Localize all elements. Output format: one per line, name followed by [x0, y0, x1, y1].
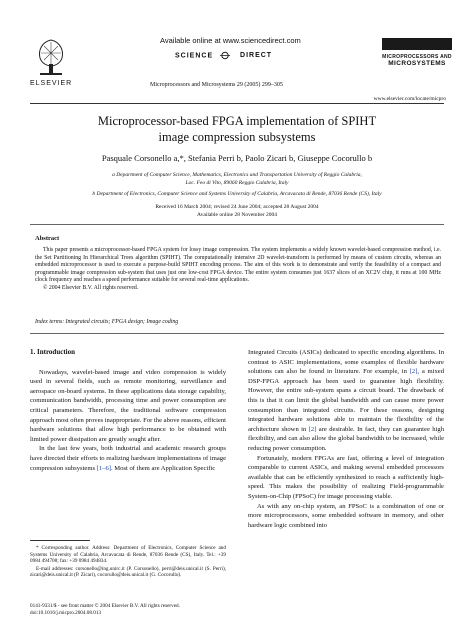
sd-direct-word: DIRECT: [240, 52, 273, 60]
journal-url-link[interactable]: www.elsevier.com/locate/micpro: [373, 96, 446, 102]
footnote-rule: [30, 540, 90, 541]
abstract-body: [35, 247, 441, 292]
abstract-text: This paper presents a microprocessor-based FPGA system for lossy image compression. The system implements a widely known wavelet-based compression method, i.e. the Set Partitioning In Hierarchical Trees algorithm (SPIHT). The computationally intensive 2D wavelet-transform is performed by means of custom circuits, whereas an embedded microprocessor is used to execute a purpose-build SPIHT encoding process. The aim of this work is to demonstrate and verify the feasibility of a compact and programmable image compression sub-system that uses just one low-cost FPGA device. The entire system consumes just 1637 slices of an XC2V chip, it runs at 100 MHz clock frequency and reaches a speed performance suitable for several real-time applications.: [35, 247, 441, 283]
intro-paragraph-1: Nowadays, wavelet-based image and video compression is widely used in several fields, such as remote monitoring, surveillance and aerospace on-board systems. In these applications data storage capability, communication bandwidth, processing time and power consumption are critical parameters. Therefore, the traditional software compression approach most often proves inappropriate. For the above reasons, efficient hardware solutions that allow high performance to be obtained with limited power dissipation are greatly sought after.: [30, 368, 226, 443]
right-column: [248, 348, 444, 530]
corresponding-author-note: * Corresponding author. Address: Department of Electronics, Computer Science and Systems University of Calabria, Arcavacata di Rende, 87036 Rende (CS), Italy. Tel.: +39 0984 494708; fax: +39 0984 494834.: [30, 545, 226, 565]
keywords-label: Index terms:: [35, 319, 65, 325]
right-p1-text-c: are desirable. In fact, they can guarantee high flexibility, and can also allow the global bandwidth to be increased, while reducing power consumption.: [248, 425, 444, 452]
journal-logo-bar: [382, 38, 452, 50]
header-rule: [30, 103, 444, 104]
paper-title-line1: Microprocessor-based FPGA implementation of SPIHT: [97, 114, 377, 128]
intro-p2-text-a: In the last few years, both industrial and academic research groups have directed their efforts to realizing hardware implementations of image compression subsystems: [30, 445, 226, 472]
keywords-line: [35, 319, 178, 325]
keywords-terms: Integrated circuits; FPGA design; Image coding: [65, 319, 179, 325]
citation-link[interactable]: [1–6]: [96, 464, 111, 472]
citation-link[interactable]: [2]: [308, 425, 317, 433]
sd-science-word: SCIENCE: [175, 52, 214, 60]
journal-logo-box: [382, 38, 452, 86]
abstract-bottom-rule: [30, 333, 444, 334]
author-list: Pasquale Corsonello a,*, Stefania Perri b, Paolo Zicari b, Giuseppe Cocorullo b: [101, 153, 373, 163]
affiliation-a-line1: a Department of Computer Science, Mathematics, Electronics and Transportation University of Reggio Calabria,: [112, 172, 362, 178]
paper-title-line2: image compression subsystems: [158, 130, 316, 144]
right-paragraph-1: [248, 348, 444, 454]
elsevier-tree-logo: [32, 36, 70, 78]
sciencedirect-brand: [175, 51, 272, 60]
left-column: [30, 348, 226, 473]
online-date: Available online 28 November 2004: [197, 212, 277, 218]
citation-link[interactable]: [2]: [409, 368, 418, 376]
publisher-word: ELSEVIER: [30, 80, 73, 87]
affiliation-a-line2: Loc. Feo di Vito, 89060 Reggio Calabria, Italy: [185, 180, 289, 186]
journal-logo-line2: MICROSYSTEMS: [388, 60, 446, 67]
sd-swirl-icon: [218, 51, 232, 60]
right-p1-text-b: , a mixed DSP-FPGA approach has been used to guarantee high flexibility. However, the entire sub-system spans a circuit board. The drawback of this is that it can limit the global bandwidth and can cause more power consumption than integrated circuits. For these reasons, designing integrated hardware solutions able to maintain the flexibility of the architecture shown in: [248, 368, 444, 433]
intro-heading: 1. Introduction: [30, 348, 75, 356]
right-paragraph-2: Fortunately, modern FPGAs are fast, offering a level of integration comparable to current ASICs, and making several embedded processors available that can be efficiently synthesized to reach a sufficiently high-speed. This makes the possibility of realizing Field-programmable System-on-Chip (FPSoC) for image processing viable.: [248, 454, 444, 500]
right-p1-text-a: Integrated Circuits (ASICs) dedicated to specific encoding algorithms. In contrast to ASIC implementations, some examples of flexible hardware solutions can also be found in literature. For example, in: [248, 349, 444, 376]
affiliation-b: b Department of Electronics, Computer Science and Systems University of Calabria, Arcavacata di Rende, 87036 Rende (CS), Italy: [92, 191, 382, 197]
right-paragraph-3: As with any on-chip system, an FPSoC is a combination of one or more microprocessors, some embedded software in memory, and other hardware logic combined into: [248, 502, 444, 529]
abstract-copyright: © 2004 Elsevier B.V. All rights reserved.: [43, 284, 139, 291]
journal-reference: Microprocessors and Microsystems 29 (2005) 299–305: [150, 82, 283, 88]
abstract-top-rule: [30, 224, 444, 225]
intro-paragraph-2: [30, 444, 226, 473]
abstract-heading: Abstract: [35, 235, 60, 242]
intro-p2-text-b: . Most of them are Application Specific: [110, 464, 216, 472]
footer-meta: [30, 603, 230, 616]
footnote-block: [30, 545, 226, 580]
available-online-banner: Available online at www.sciencedirect.com: [160, 36, 301, 45]
received-dates: Received 16 March 2004; revised 24 June 2004; accepted 28 August 2004: [155, 204, 319, 210]
doi-line[interactable]: doi:10.1016/j.micpro.2004.08.013: [30, 609, 102, 616]
journal-logo-line1: MICROPROCESSORS AND: [382, 54, 452, 60]
email-addresses-note: E-mail addresses: corsonello@ing.unirc.it (P. Corsonello), perri@deis.unical.it (S. Perri), zicari@deis.unical.it (P. Zicari), cocorullo@deis.unical.it (G. Cocorullo).: [30, 565, 226, 579]
issn-line: 0141-9331/$ - see front matter © 2004 Elsevier B.V. All rights reserved.: [30, 603, 180, 609]
